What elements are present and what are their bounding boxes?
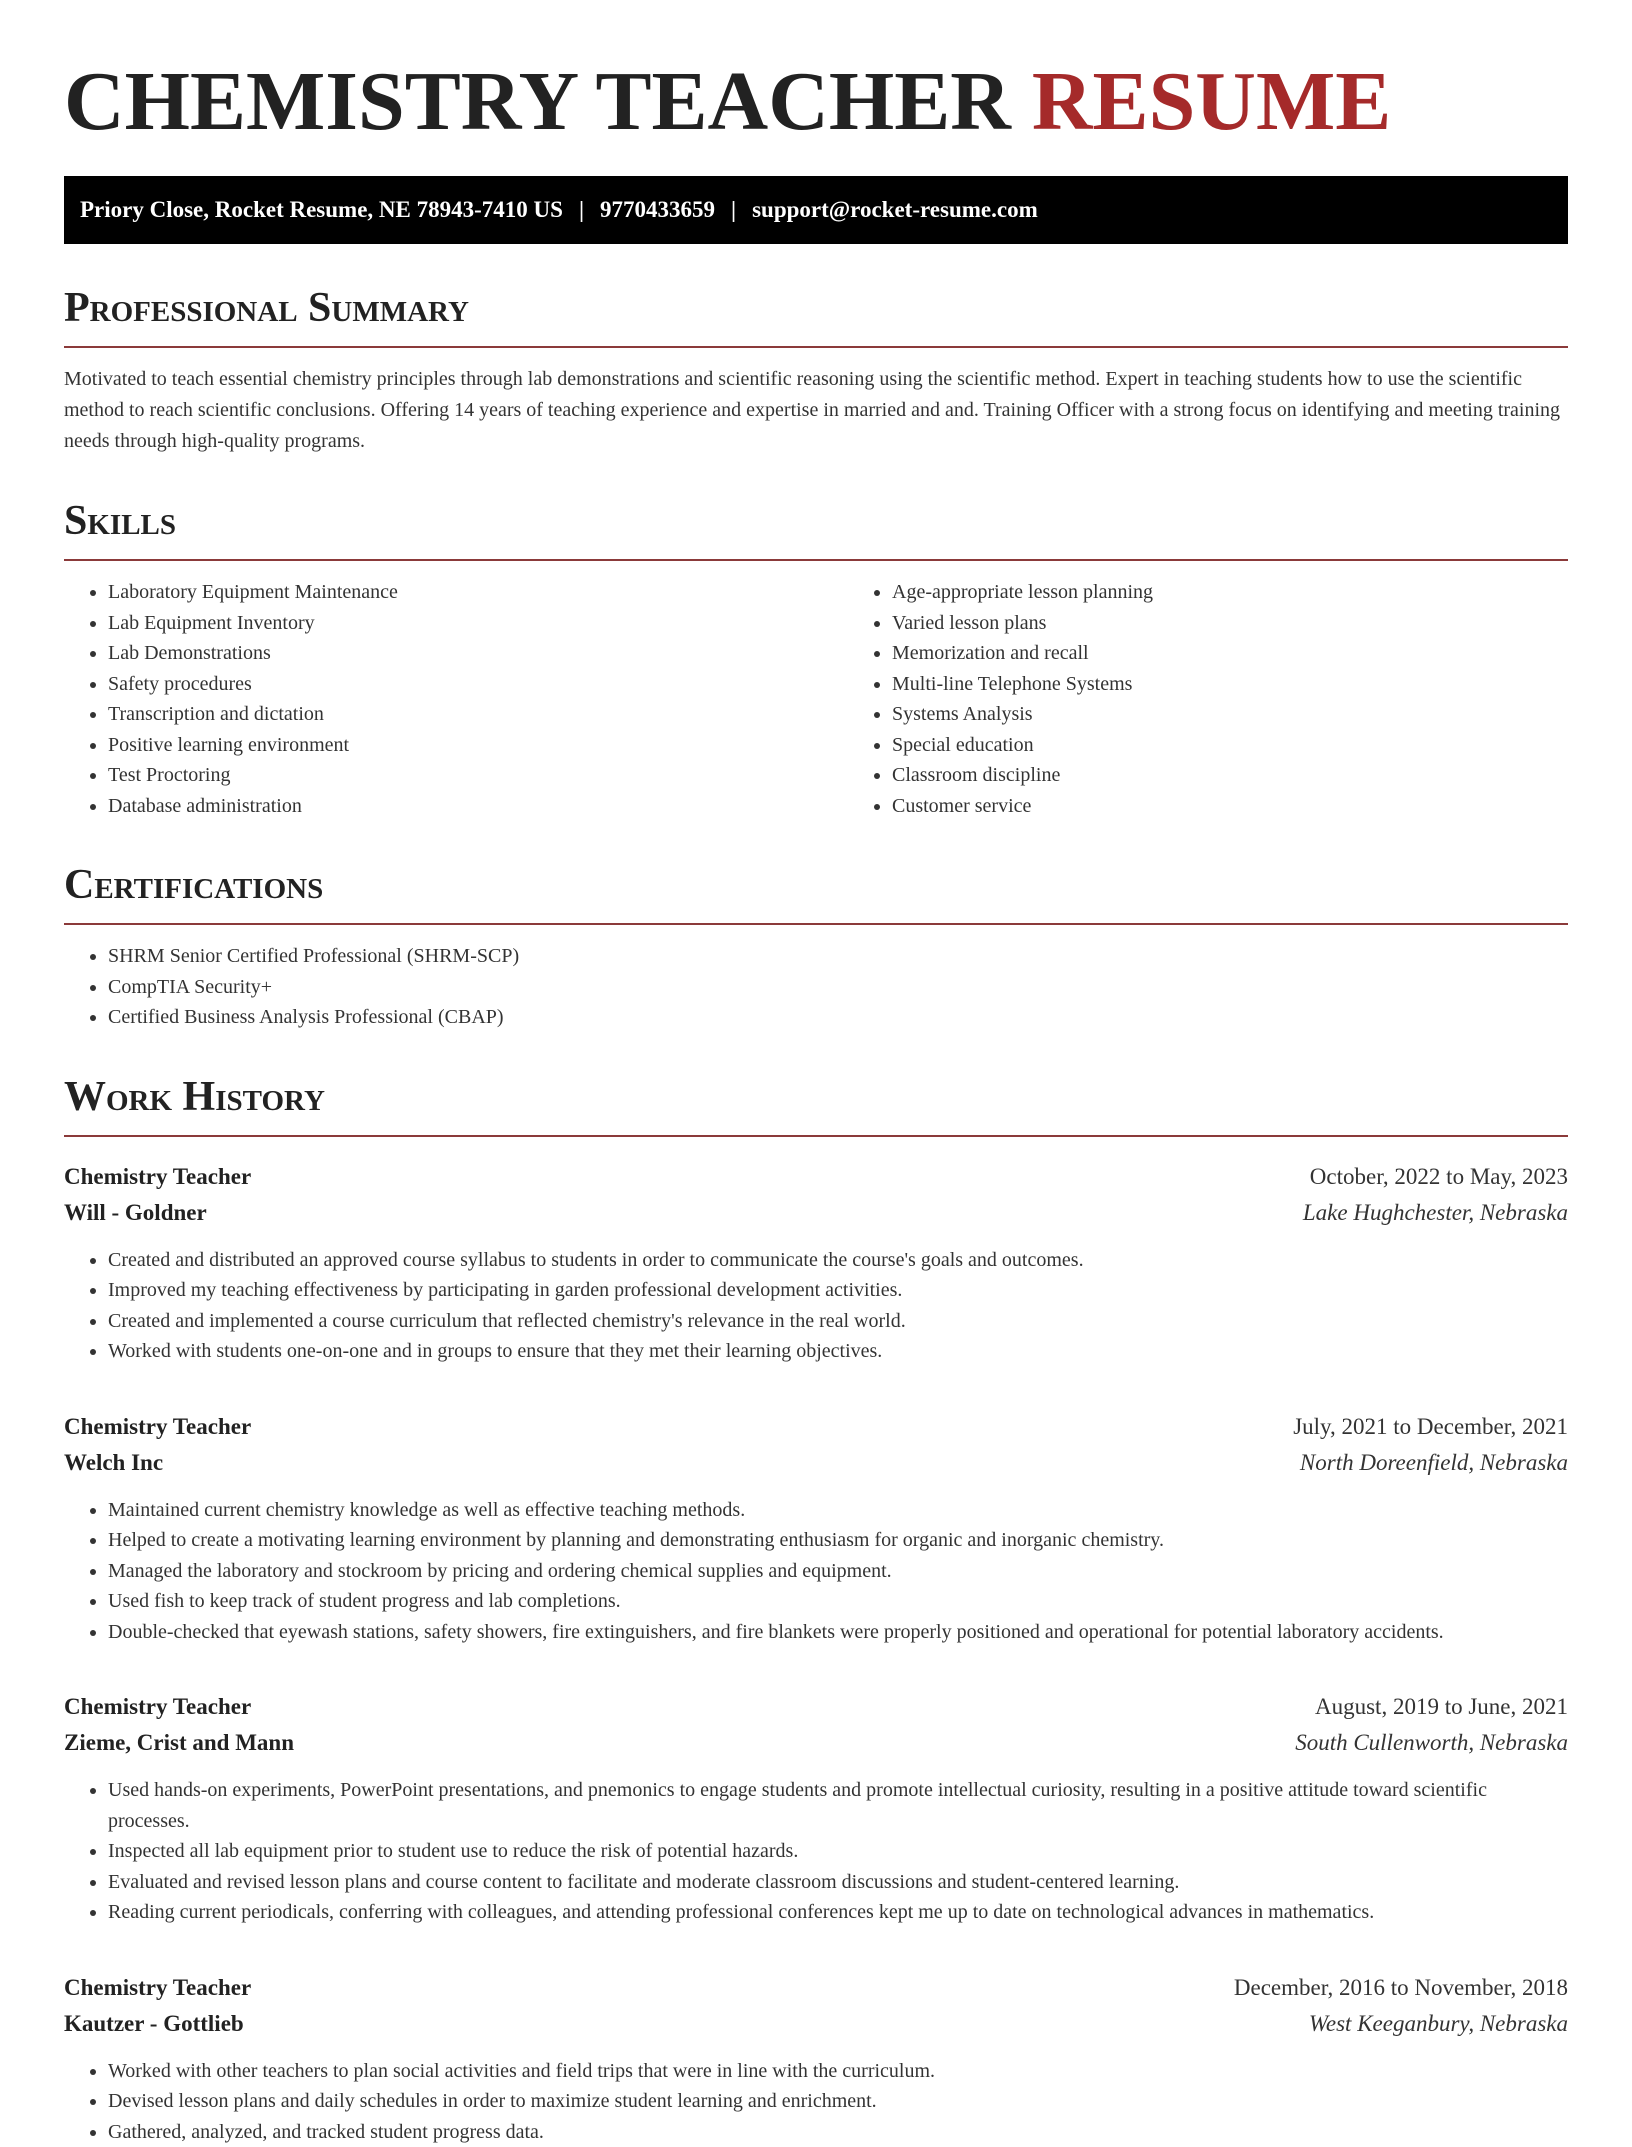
skill-item: • Database administration <box>108 791 848 822</box>
job-title: Chemistry Teacher <box>64 1970 251 2006</box>
skills-section <box>64 497 1568 821</box>
certifications-list <box>64 941 1568 1033</box>
job-duty-item: • Worked with students one-on-one and in groups to ensure that they met their learning objectives. <box>108 1336 1568 1367</box>
job-header-row <box>64 1159 1568 1195</box>
certification-item: • CompTIA Security+ <box>108 972 1568 1003</box>
job-company: Zieme, Crist and Mann <box>64 1725 294 1761</box>
job-company-row <box>64 1725 1568 1761</box>
job-location: West Keeganbury, Nebraska <box>1309 2006 1568 2042</box>
summary-section <box>64 284 1568 457</box>
job-duty-item: • Helped to create a motivating learning environment by planning and demonstrating enthusiasm for organic and inorganic chemistry. <box>108 1525 1568 1556</box>
skill-item: • Safety procedures <box>108 669 848 700</box>
job-duties-list <box>64 1495 1568 1648</box>
work-history-heading: Work History <box>64 1073 1568 1137</box>
job-title: Chemistry Teacher <box>64 1159 251 1195</box>
job-company: Kautzer - Gottlieb <box>64 2006 244 2042</box>
job-header-row <box>64 1409 1568 1445</box>
job-location: South Cullenworth, Nebraska <box>1295 1725 1568 1761</box>
job-duty-item: • Reading current periodicals, conferring with colleagues, and attending professional conferences kept me up to date on technological advances in mathematics. <box>108 1897 1568 1928</box>
skill-item: • Special education <box>892 730 1632 761</box>
skill-item: • Multi-line Telephone Systems <box>892 669 1632 700</box>
skills-heading: Skills <box>64 497 1568 561</box>
skill-item: • Classroom discipline <box>892 760 1632 791</box>
summary-heading: Professional Summary <box>64 284 1568 348</box>
job-entry <box>64 1409 1568 1648</box>
job-company: Welch Inc <box>64 1445 163 1481</box>
job-duty-item: • Worked with other teachers to plan social activities and field trips that were in line with the curriculum. <box>108 2056 1568 2087</box>
job-duty-item: • Created and implemented a course curriculum that reflected chemistry's relevance in the real world. <box>108 1306 1568 1337</box>
job-duty-item: • Used hands-on experiments, PowerPoint presentations, and pnemonics to engage students and promote intellectual curiosity, resulting in a positive attitude toward scientific processes. <box>108 1775 1568 1836</box>
skills-list-left <box>64 577 848 821</box>
job-entry <box>64 1159 1568 1367</box>
contact-address: Priory Close, Rocket Resume, NE 78943-7410 US <box>80 197 563 223</box>
contact-email[interactable]: support@rocket-resume.com <box>752 197 1038 223</box>
job-duty-item: • Inspected all lab equipment prior to student use to reduce the risk of potential hazards. <box>108 1836 1568 1867</box>
skill-item: • Positive learning environment <box>108 730 848 761</box>
work-history-section <box>64 1073 1568 2147</box>
job-duties-list <box>64 1775 1568 1928</box>
certifications-section <box>64 861 1568 1033</box>
job-header-row <box>64 1970 1568 2006</box>
skill-item: • Laboratory Equipment Maintenance <box>108 577 848 608</box>
skill-item: • Varied lesson plans <box>892 608 1632 639</box>
job-company: Will - Goldner <box>64 1195 207 1231</box>
certification-item: • Certified Business Analysis Professional (CBAP) <box>108 1002 1568 1033</box>
skill-item: • Memorization and recall <box>892 638 1632 669</box>
job-duty-item: • Double-checked that eyewash stations, safety showers, fire extinguishers, and fire blankets were properly positioned and operational for potential laboratory accidents. <box>108 1617 1568 1648</box>
job-title: Chemistry Teacher <box>64 1689 251 1725</box>
job-header-row <box>64 1689 1568 1725</box>
job-dates: July, 2021 to December, 2021 <box>1293 1409 1568 1445</box>
job-duty-item: • Improved my teaching effectiveness by participating in garden professional development activities. <box>108 1275 1568 1306</box>
job-dates: December, 2016 to November, 2018 <box>1234 1970 1568 2006</box>
certification-item: • SHRM Senior Certified Professional (SHRM-SCP) <box>108 941 1568 972</box>
skills-list-right <box>848 577 1632 821</box>
skill-item: • Transcription and dictation <box>108 699 848 730</box>
contact-separator: | <box>731 197 736 223</box>
job-duties-list <box>64 2056 1568 2147</box>
resume-title <box>64 0 1568 150</box>
job-dates: October, 2022 to May, 2023 <box>1310 1159 1568 1195</box>
job-duty-item: • Managed the laboratory and stockroom by pricing and ordering chemical supplies and equipment. <box>108 1556 1568 1587</box>
contact-separator: | <box>579 197 584 223</box>
title-main: CHEMISTRY TEACHER <box>64 55 1011 148</box>
skill-item: • Lab Equipment Inventory <box>108 608 848 639</box>
job-duties-list <box>64 1245 1568 1367</box>
skill-item: • Systems Analysis <box>892 699 1632 730</box>
skill-item: • Test Proctoring <box>108 760 848 791</box>
skill-item: • Age-appropriate lesson planning <box>892 577 1632 608</box>
job-duty-item: • Created and distributed an approved course syllabus to students in order to communicate the course's goals and outcomes. <box>108 1245 1568 1276</box>
job-location: Lake Hughchester, Nebraska <box>1303 1195 1568 1231</box>
contact-phone: 9770433659 <box>600 197 715 223</box>
job-entry <box>64 1689 1568 1928</box>
job-title: Chemistry Teacher <box>64 1409 251 1445</box>
job-duty-item: • Evaluated and revised lesson plans and course content to facilitate and moderate classroom discussions and student-centered learning. <box>108 1867 1568 1898</box>
job-dates: August, 2019 to June, 2021 <box>1315 1689 1568 1725</box>
skill-item: • Customer service <box>892 791 1632 822</box>
job-duty-item: • Gathered, analyzed, and tracked student progress data. <box>108 2117 1568 2147</box>
skills-grid <box>64 577 1568 821</box>
job-duty-item: • Maintained current chemistry knowledge as well as effective teaching methods. <box>108 1495 1568 1526</box>
job-company-row <box>64 1195 1568 1231</box>
summary-text: Motivated to teach essential chemistry principles through lab demonstrations and scientific reasoning using the scientific method. Expert in teaching students how to use the scientific method to reach scientific conclusions. Offering 14 years of teaching experience and expertise in married and and. Training Officer with a strong focus on identifying and meeting training needs through high-quality programs. <box>64 364 1568 457</box>
job-location: North Doreenfield, Nebraska <box>1300 1445 1568 1481</box>
contact-bar <box>64 176 1568 244</box>
skill-item: • Lab Demonstrations <box>108 638 848 669</box>
job-duty-item: • Used fish to keep track of student progress and lab completions. <box>108 1586 1568 1617</box>
title-accent: RESUME <box>1032 55 1391 148</box>
job-company-row <box>64 2006 1568 2042</box>
job-company-row <box>64 1445 1568 1481</box>
job-entry <box>64 1970 1568 2147</box>
job-duty-item: • Devised lesson plans and daily schedules in order to maximize student learning and enrichment. <box>108 2086 1568 2117</box>
certifications-heading: Certifications <box>64 861 1568 925</box>
